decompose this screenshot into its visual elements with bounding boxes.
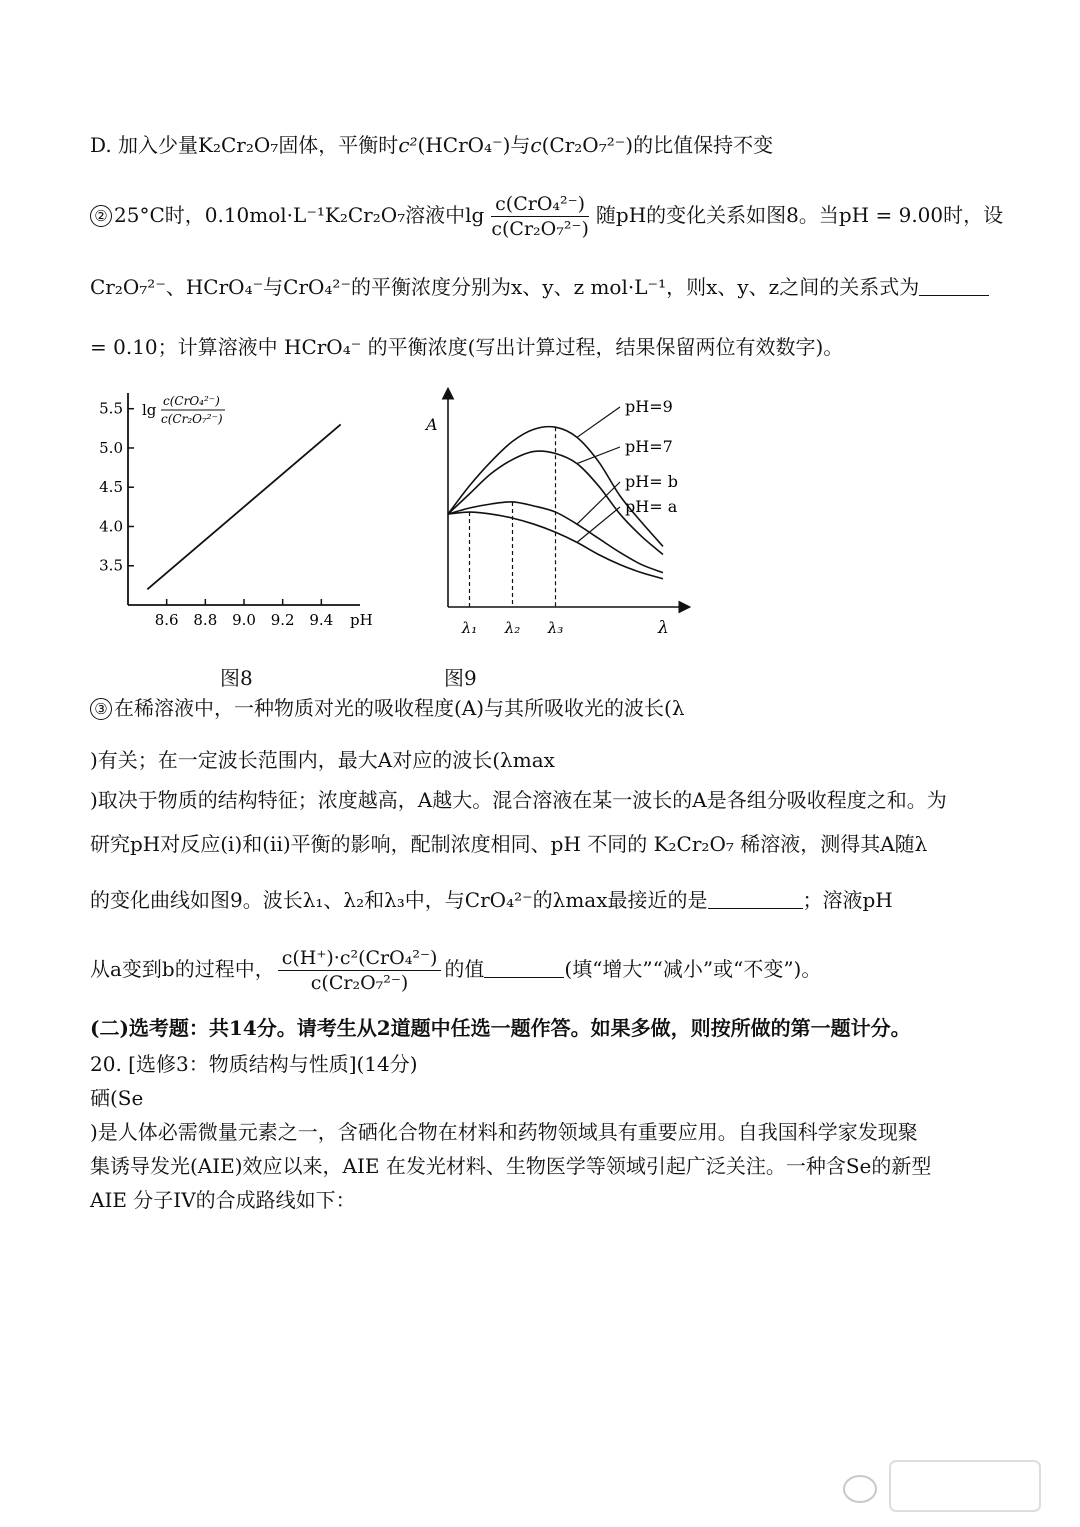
question-20-line1: 硒(Se	[90, 1086, 144, 1110]
question-2-line1	[90, 190, 1004, 241]
watermark-logo	[820, 1449, 1050, 1519]
formula-hcro4: (HCrO₄⁻)	[417, 133, 511, 157]
question-2-line2	[90, 273, 1000, 301]
watermark-icon	[820, 1449, 1050, 1519]
fig8-data-line	[147, 424, 340, 589]
fig9-xtick-label: λ₁	[461, 619, 478, 637]
figure-8-caption: 图8	[220, 666, 253, 690]
question-3-line3	[90, 786, 1000, 814]
fig9-xtick-label: λ₂	[504, 619, 521, 637]
figure-9	[420, 385, 710, 645]
fig9-xtick-label: λ₃	[547, 619, 564, 637]
question-20-line3: 集诱导发光(AIE)效应以来，AIE 在发光材料、生物医学等领域引起广泛关注。一种含Se的新型	[90, 1154, 932, 1178]
fig9-legend-leader	[577, 407, 620, 437]
word-and: 与	[510, 133, 531, 157]
c-symbol: c	[530, 133, 542, 157]
fig8-xtick-label: 9.4	[309, 611, 334, 629]
lg-symbol: lg	[465, 203, 485, 227]
question-3-line6	[90, 940, 1000, 998]
figure-9-caption: 图9	[444, 666, 477, 690]
ratio-fraction	[278, 946, 442, 995]
fig8-ylabel-denominator: c(Cr₂O₇²⁻)	[161, 412, 223, 426]
fig9-legend-label: pH=9	[625, 397, 673, 416]
fig8-ytick-label: 3.5	[99, 556, 123, 575]
question-2-line3-text: = 0.10；计算溶液中 HCrO₄⁻ 的平衡浓度(写出计算过程，结果保留两位有效数字)。	[90, 335, 844, 359]
fig8-ytick-label: 4.0	[99, 517, 123, 536]
figure-8	[95, 385, 395, 640]
question-3-line3-text: )取决于物质的结构特征；浓度越高，A越大。混合溶液在某一波长的A是各组分吸收程度之和。为	[90, 788, 947, 812]
fig8-ylabel-lg: lg	[142, 401, 157, 419]
lg-fraction	[487, 192, 593, 241]
question-3-line1-text: 在稀溶液中，一种物质对光的吸收程度(A)与其所吸收光的波长(λ	[114, 696, 685, 720]
fig8-xtick-label: 9.2	[270, 611, 295, 629]
fig8-ytick-label: 5.0	[99, 438, 123, 457]
fig9-legend-leader	[577, 507, 620, 542]
question-2-line2-b: x、y、z mol·L⁻¹，则x、y、z之间的关系式为	[511, 275, 920, 299]
question-2-line3	[90, 333, 1000, 361]
c-squared: c²	[398, 133, 418, 157]
question-2-text-c: pH = 9.00时，设	[838, 203, 1004, 227]
fig9-legend-label: pH= b	[625, 472, 678, 491]
question-20-line2: )是人体必需微量元素之一，含硒化合物在材料和药物领域具有重要应用。自我国科学家发现聚	[90, 1120, 918, 1144]
fig8-ytick-label: 5.5	[99, 399, 123, 418]
question-3-line5	[90, 886, 1000, 914]
answer-blank-relation[interactable]	[919, 275, 989, 296]
fig8-ylabel-numerator: c(CrO₄²⁻)	[163, 394, 220, 408]
fig9-ylabel: A	[426, 415, 438, 434]
fig8-xtick-label: 8.6	[154, 611, 179, 629]
question-3-number: ③	[90, 698, 112, 720]
fig8-xtick-label: 8.8	[193, 611, 218, 629]
question-3-line4-text: 研究pH对反应(i)和(ii)平衡的影响，配制浓度相同、pH 不同的 K₂Cr₂O₇ 稀溶液，测得其A随λ	[90, 832, 928, 856]
question-3-line2	[90, 746, 1000, 774]
fig9-legend-label: pH= a	[625, 497, 678, 516]
formula-k2cr2o7: K₂Cr₂O₇	[198, 133, 279, 157]
option-d-prefix: D. 加入少量	[90, 133, 199, 157]
section-2-heading: (二)选考题：共14分。请考生从2道题中任选一题作答。如果多做，则按所做的第一题计分。	[90, 1016, 911, 1040]
question-3-line4	[90, 830, 1000, 858]
fig8-ytick-label: 4.5	[99, 478, 123, 497]
ratio-numerator: c(H⁺)·c²(CrO₄²⁻)	[278, 946, 442, 971]
fig9-legend-label: pH=7	[625, 437, 673, 456]
question-3-line5-b: ；溶液pH	[802, 888, 893, 912]
option-d	[90, 131, 1000, 159]
question-2-text-a: 25°C时，0.10mol·L⁻¹K₂Cr₂O₇溶液中	[114, 203, 466, 227]
question-3-line6-a: 从a变到b的过程中，	[90, 957, 275, 981]
option-d-mid: 固体，平衡时	[278, 133, 399, 157]
fraction-numerator: c(CrO₄²⁻)	[491, 192, 589, 217]
question-3-line5-a: 的变化曲线如图9。波长λ₁、λ₂和λ₃中，与CrO₄²⁻的λmax最接近的是	[90, 888, 708, 912]
question-3-line2-text: )有关；在一定波长范围内，最大A对应的波长(λmax	[90, 748, 555, 772]
formula-cr2o7: (Cr₂O₇²⁻)	[541, 133, 634, 157]
answer-blank-lambda[interactable]	[708, 888, 803, 909]
question-3-line1	[90, 694, 1000, 722]
question-3-line6-c: (填“增大”“减小”或“不变”)。	[564, 957, 822, 981]
question-20-line4: AIE 分子IV的合成路线如下：	[90, 1188, 356, 1212]
fig9-xlabel: λ	[658, 618, 669, 638]
question-20-title: 20. [选修3：物质结构与性质](14分)	[90, 1052, 418, 1076]
question-2-line2-a: Cr₂O₇²⁻、HCrO₄⁻与CrO₄²⁻的平衡浓度分别为	[90, 275, 511, 299]
fig8-xtick-label: 9.0	[232, 611, 256, 629]
answer-blank-trend[interactable]	[484, 957, 564, 978]
question-3-line6-b: 的值	[444, 957, 485, 981]
option-d-suffix: 的比值保持不变	[633, 133, 774, 157]
fig9-legend-leader	[577, 482, 620, 524]
fig8-xlabel: pH	[350, 611, 373, 629]
fraction-denominator: c(Cr₂O₇²⁻)	[491, 218, 589, 240]
question-2-number: ②	[90, 205, 112, 227]
question-2-text-b: 随pH的变化关系如图8。当	[595, 203, 839, 227]
ratio-denominator: c(Cr₂O₇²⁻)	[310, 972, 409, 994]
